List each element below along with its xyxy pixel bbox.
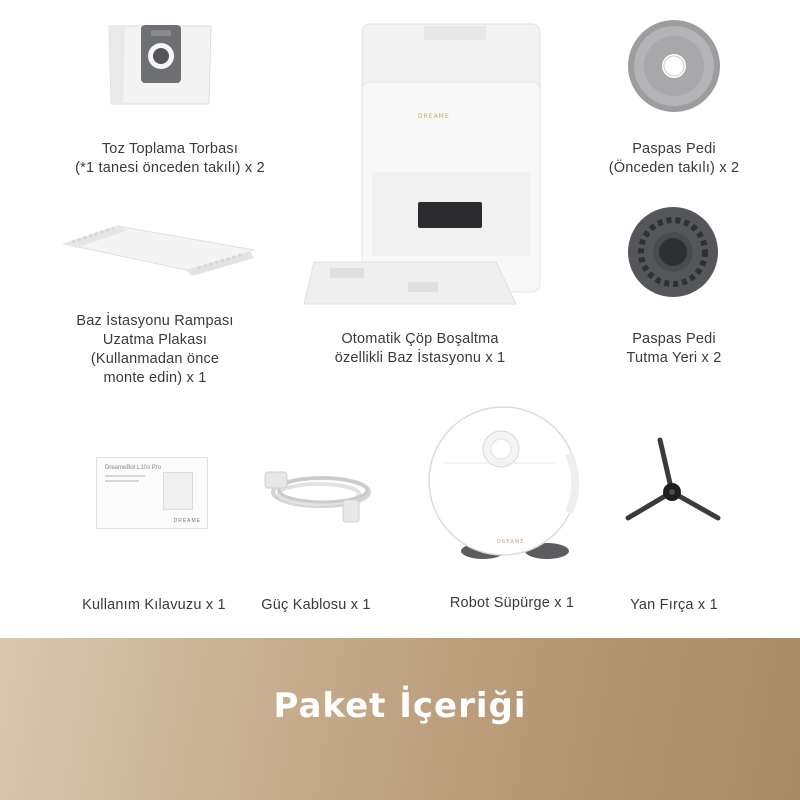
ramp-plate-label: Baz İstasyonu Rampası Uzatma Plakası (Kullanmadan önce monte edin) x 1 <box>76 313 234 386</box>
base-station-brand: DREAME <box>418 113 450 120</box>
dust-bag-image <box>105 22 215 108</box>
dust-bag-label: Toz Toplama Torbası (*1 tanesi önceden takılı) x 2 <box>75 141 265 176</box>
manual-brand: DREAME <box>173 518 201 524</box>
side-brush-label: Yan Fırça x 1 <box>630 597 718 613</box>
manual-cover-title: DreameBot L10s Pro <box>105 465 162 471</box>
power-cable-image <box>263 464 375 528</box>
mop-pad-label: Paspas Pedi (Önceden takılı) x 2 <box>608 141 740 176</box>
power-cable-label: Güç Kablosu x 1 <box>261 597 371 613</box>
robot-vacuum-image <box>425 403 585 563</box>
mop-pad-image <box>627 19 721 113</box>
banner-title: Paket İçeriği <box>273 686 527 726</box>
mop-holder-label: Paspas Pedi Tutma Yeri x 2 <box>626 331 722 366</box>
robot-brand: DREAME <box>497 539 525 545</box>
manual-label: Kullanım Kılavuzu x 1 <box>82 597 226 613</box>
ramp-plate-image <box>58 222 258 280</box>
base-station-label: Otomatik Çöp Boşaltma özellikli Baz İstasyonu x 1 <box>334 331 506 366</box>
mop-holder-image <box>627 206 719 298</box>
manual-image <box>96 457 208 529</box>
robot-label: Robot Süpürge x 1 <box>449 595 575 611</box>
base-station-image <box>300 22 545 306</box>
side-brush-image <box>624 438 720 524</box>
title-banner <box>0 638 800 800</box>
